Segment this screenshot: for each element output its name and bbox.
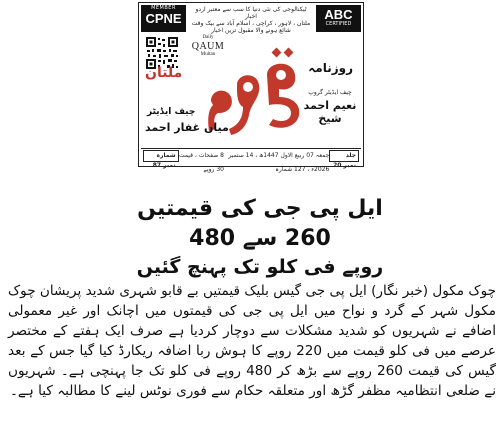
newspaper-masthead [138,2,364,173]
masthead-tagline [191,6,311,34]
group-name: نعیم احمد شیخ [303,99,357,125]
headline-line-2: روپے فی کلو تک پہنچ گئیں [136,256,384,278]
badge-abc-label: ABC [324,7,353,22]
group-label: چیف ایڈیٹر گروپ [308,89,352,96]
badge-cpne-label: CPNE [145,11,182,26]
volume-number: جلد نمبر 20 [329,150,359,162]
tagline-top: ٹیکنالوجی کی نئی دنیا کا سب سے معتبر اردو اخبار [195,6,307,20]
article-body [8,281,496,401]
cpne-member-badge [141,5,186,32]
daily-city: Multan [200,52,216,57]
dateline-bar [141,148,361,173]
issue-number: شمارہ نمبر 87 [143,150,179,162]
article-headline [113,194,407,280]
chief-editor-label: چیف ایڈیٹر [147,107,196,117]
daily-label: Daily [202,35,214,40]
badge-member-label: MEMBER [151,5,176,11]
edition-city: ملتان [145,65,183,81]
tagline-bottom: ملتان ، لاہور ، کراچی ، اسلام آباد سے بیک وقت شائع ہونے والا مقبول ترین اخبار [191,20,311,34]
daily-name: QAUM [191,41,225,52]
headline-line-1: ایل پی جی کی قیمتیں 260 سے 480 [137,196,383,251]
issue-date: جمعہ 07 ربیع الاول 1447ھ ، 14 ستمبر 2026ء ، 127 شمارہ [228,152,330,173]
badge-certified-label: CERTIFIED [325,21,352,27]
article-paragraph: چوک مکول (خبر نگار) ایل پی جی گیس بلیک قیمتیں بے قابو شہری شدید پریشان چوک مکول شہر کے گرد و نواح میں ایل پی جی کی قیمتوں میں اچانک اور غیر معمولی اضافے نے شہریوں کو شدید مشکلات سے دوچار کردیا ہے صرف ایک ہفتے کے مختصر عرصے میں فی کلو قیمت میں 220 روپے کا ہوش ربا اضافہ ریکارڈ کیا گیا جس کے بعد گیس کی قیمت 260 روپے سے بڑھ کر 480 روپے فی کلو تک جا پہنچی ہے۔ شہریوں نے ضلعی انتظامیہ مظفر گڑھ اور متعلقہ حکام سے فوری نوٹس لینے کا مطالبہ کیا ہے۔ [8,283,497,399]
chief-editor-name: میاں غفار احمد [145,121,229,134]
page-count-price: 8 صفحات ، قیمت 30 روپے [178,152,224,173]
frequency-label: روزنامہ [308,61,353,75]
abc-certified-badge [316,5,361,32]
